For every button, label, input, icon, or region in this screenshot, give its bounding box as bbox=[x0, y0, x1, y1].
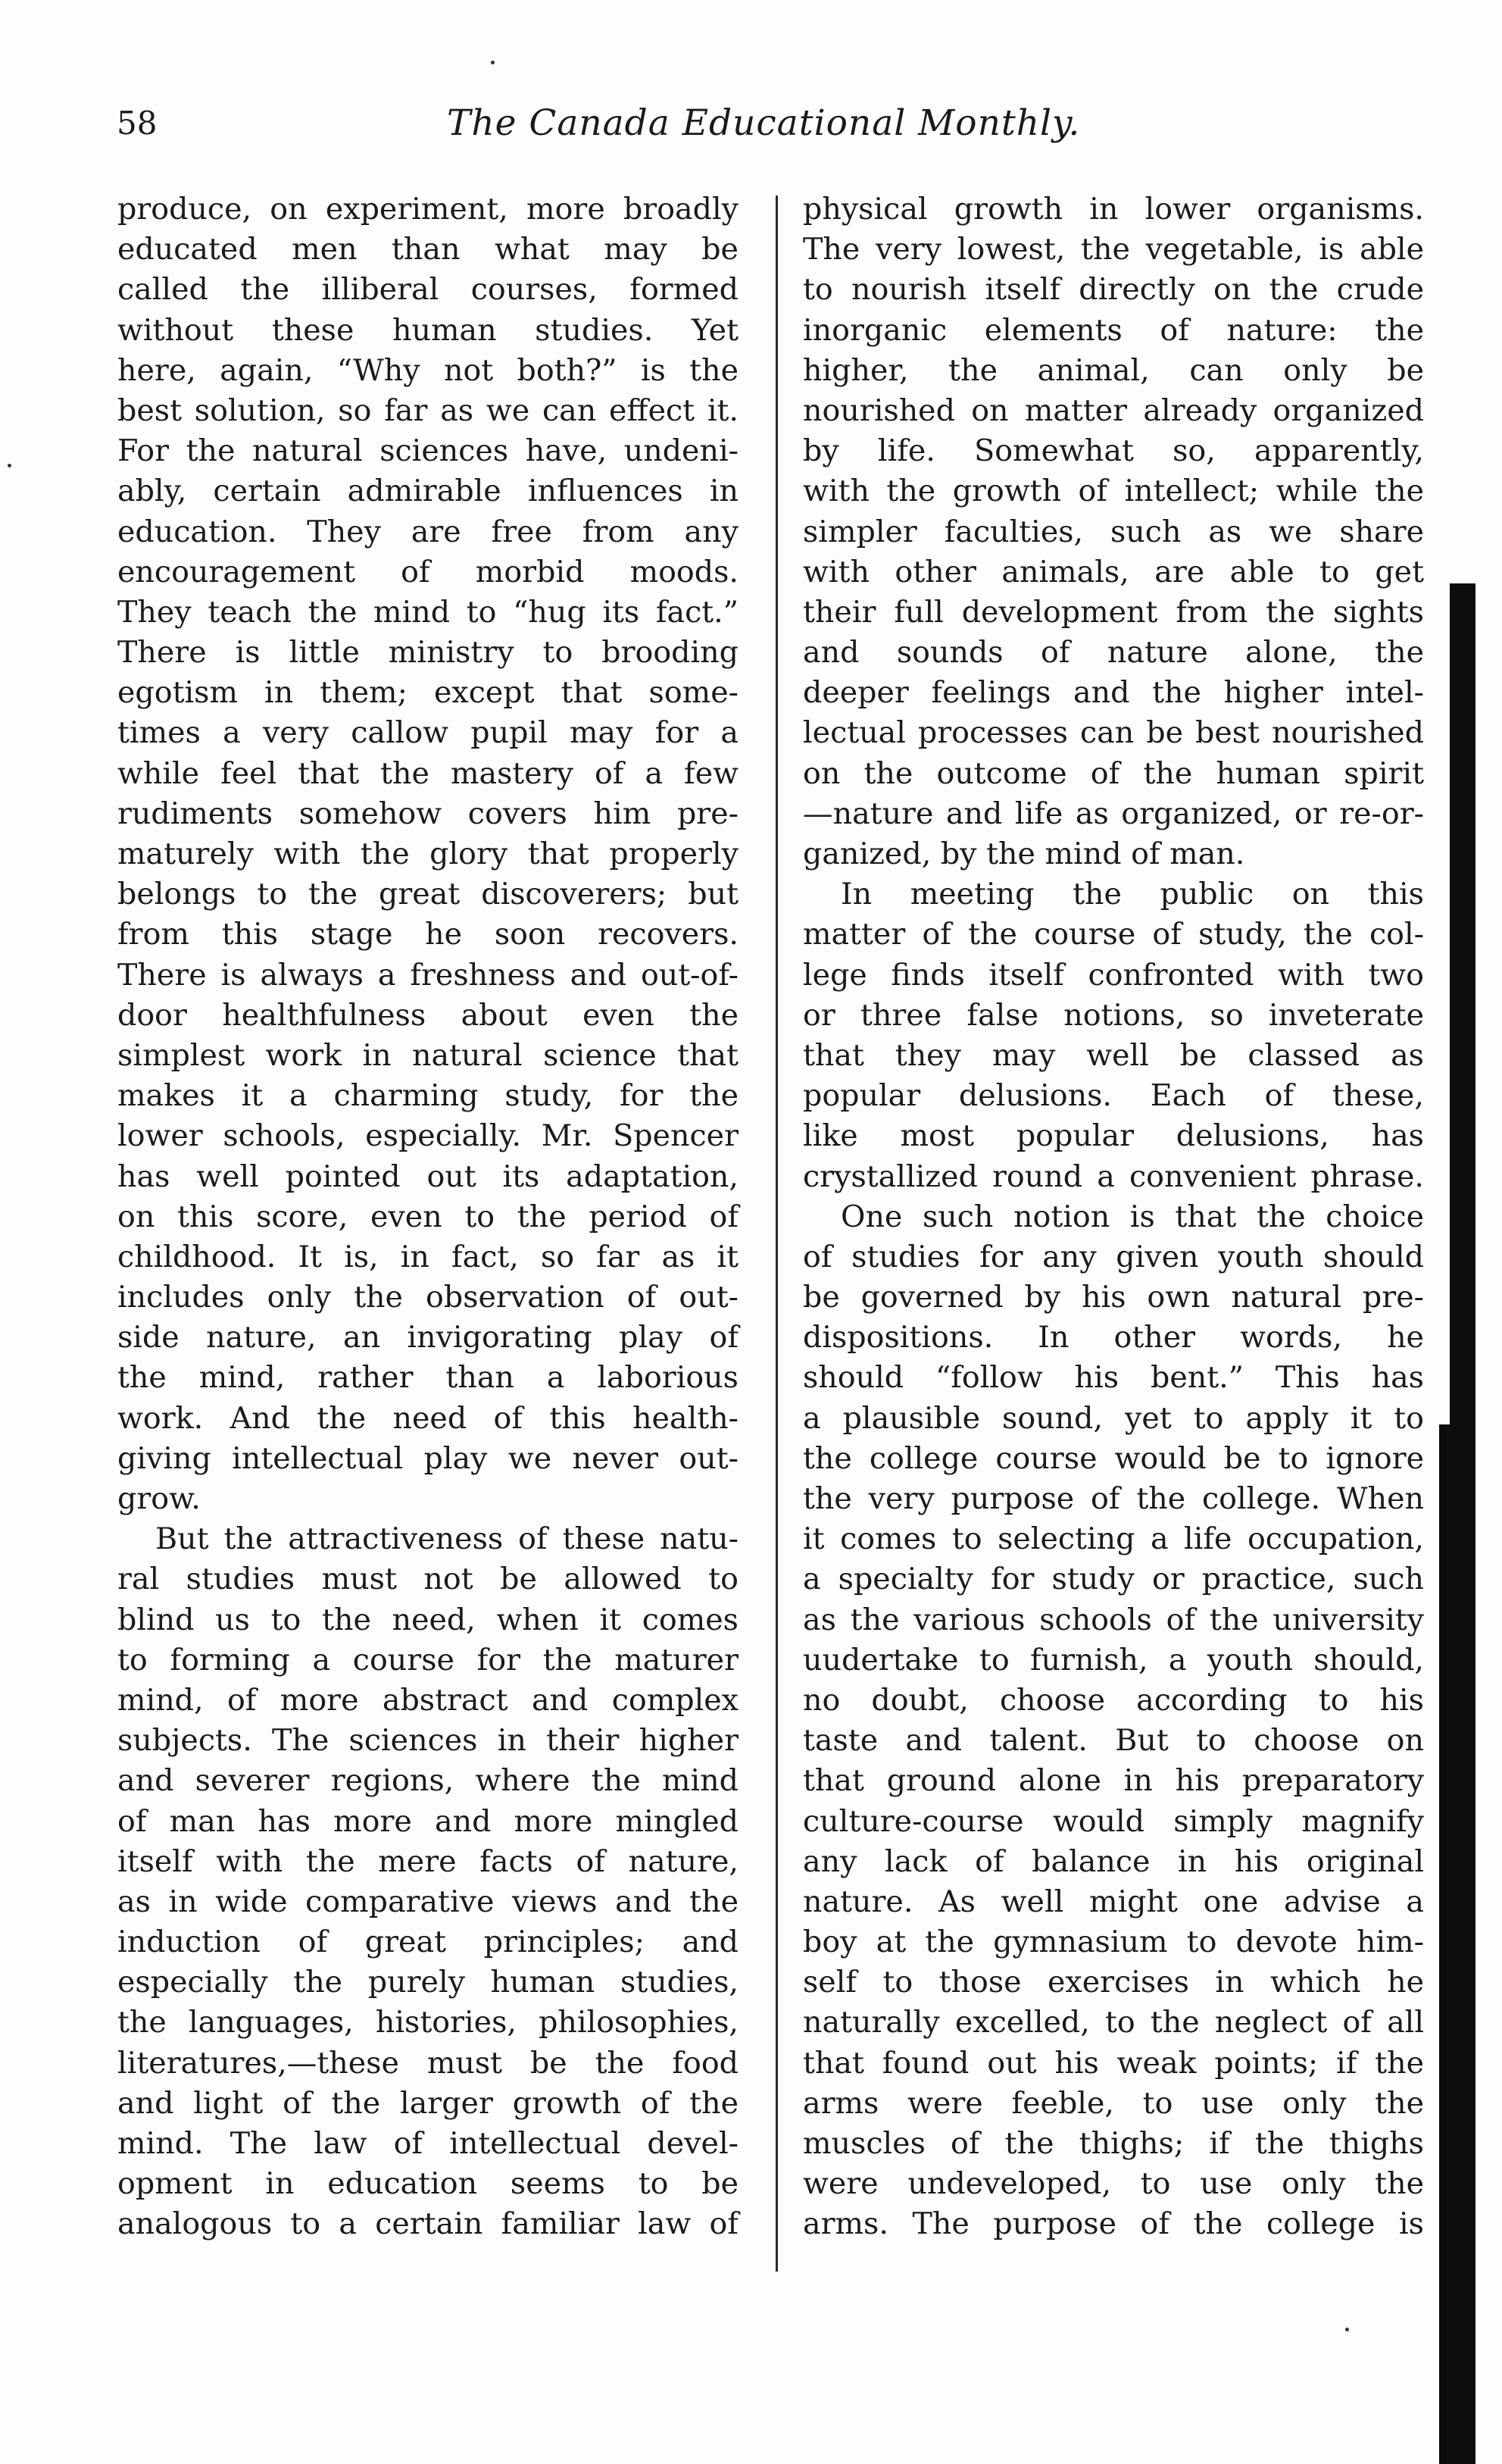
text-line: makes it a charming study, for the bbox=[117, 1078, 739, 1114]
text-line: that they may well be classed as bbox=[803, 1037, 1424, 1073]
text-line: work. And the need of this health- bbox=[117, 1400, 739, 1436]
text-line: maturely with the glory that properly bbox=[117, 836, 739, 871]
text-line: to forming a course for the maturer bbox=[117, 1642, 739, 1678]
text-line: and severer regions, where the mind bbox=[117, 1763, 739, 1799]
text-line: analogous to a certain familiar law of bbox=[117, 2206, 739, 2242]
text-line: matter of the course of study, the col- bbox=[803, 917, 1424, 952]
text-line: grow. bbox=[117, 1481, 201, 1516]
text-line: with other animals, are able to get bbox=[803, 554, 1424, 589]
text-line: especially the purely human studies, bbox=[117, 1965, 739, 2000]
text-line: their full development from the sights bbox=[803, 594, 1424, 630]
text-line: a specialty for study or practice, such bbox=[803, 1562, 1424, 1597]
text-line: literatures,—these must be the food bbox=[117, 2045, 739, 2081]
text-line: childhood. It is, in fact, so far as it bbox=[117, 1239, 739, 1274]
text-line: it comes to selecting a life occupation, bbox=[803, 1521, 1424, 1557]
text-line: the languages, histories, philosophies, bbox=[117, 2005, 739, 2040]
text-line: to nourish itself directly on the crude bbox=[803, 272, 1424, 308]
text-line: be governed by his own natural pre- bbox=[803, 1280, 1424, 1315]
paragraph-start-line: But the attractiveness of these natu- bbox=[155, 1521, 739, 1557]
text-line: —nature and life as organized, or re-or- bbox=[803, 796, 1424, 831]
text-line: here, again, “Why not both?” is the bbox=[117, 352, 739, 388]
text-line: called the illiberal courses, formed bbox=[117, 272, 739, 308]
text-line: higher, the animal, can only be bbox=[803, 352, 1424, 388]
text-line: educated men than what may be bbox=[117, 232, 739, 267]
text-line: encouragement of morbid moods. bbox=[117, 554, 739, 589]
text-line: physical growth in lower organisms. bbox=[803, 192, 1424, 227]
text-line: subjects. The sciences in their higher bbox=[117, 1723, 739, 1759]
text-line: nature. As well might one advise a bbox=[803, 1884, 1424, 1919]
text-line: lectual processes can be best nourished bbox=[803, 715, 1424, 751]
text-line: crystallized round a convenient phrase. bbox=[803, 1159, 1424, 1194]
text-line: ral studies must not be allowed to bbox=[117, 1562, 739, 1597]
print-speck bbox=[8, 464, 11, 467]
text-line: mind. The law of intellectual devel- bbox=[117, 2126, 739, 2161]
text-line: a plausible sound, yet to apply it to bbox=[803, 1400, 1424, 1436]
text-line: and light of the larger growth of the bbox=[117, 2085, 739, 2121]
text-line: itself with the mere facts of nature, bbox=[117, 1843, 739, 1879]
text-line: nourished on matter already organized bbox=[803, 392, 1424, 428]
text-line: produce, on experiment, more broadly bbox=[117, 192, 739, 227]
text-line: the college course would be to ignore bbox=[803, 1440, 1424, 1476]
text-line: on this score, even to the period of bbox=[117, 1199, 739, 1234]
print-speck bbox=[491, 61, 495, 64]
text-line: dispositions. In other words, he bbox=[803, 1320, 1424, 1356]
page-binding-shadow bbox=[1450, 583, 1475, 2464]
text-line: deeper feelings and the higher intel- bbox=[803, 675, 1424, 711]
text-line: ably, certain admirable influences in bbox=[117, 474, 739, 509]
text-line: boy at the gymnasium to devote him- bbox=[803, 1925, 1424, 1960]
text-line: blind us to the need, when it comes bbox=[117, 1602, 739, 1637]
text-line: of man has more and more mingled bbox=[117, 1803, 739, 1839]
text-line: inorganic elements of nature: the bbox=[803, 312, 1424, 348]
text-line: arms were feeble, to use only the bbox=[803, 2085, 1424, 2121]
text-line: education. They are free from any bbox=[117, 514, 739, 549]
text-line: like most popular delusions, has bbox=[803, 1118, 1424, 1154]
text-line: that ground alone in his preparatory bbox=[803, 1763, 1424, 1799]
text-line: any lack of balance in his original bbox=[803, 1843, 1424, 1879]
text-line: or three false notions, so inveterate bbox=[803, 997, 1424, 1033]
text-line: uudertake to furnish, a youth should, bbox=[803, 1642, 1424, 1678]
text-line: giving intellectual play we never out- bbox=[117, 1440, 739, 1476]
text-line: best solution, so far as we can effect it. bbox=[117, 392, 739, 428]
text-line: includes only the observation of out- bbox=[117, 1280, 739, 1315]
text-line: simpler faculties, such as we share bbox=[803, 514, 1424, 549]
text-line: There is always a freshness and out-of- bbox=[117, 957, 739, 993]
text-line: were undeveloped, to use only the bbox=[803, 2166, 1424, 2202]
text-line: mind, of more abstract and complex bbox=[117, 1682, 739, 1718]
page-header bbox=[114, 97, 1113, 150]
text-line: culture-course would simply magnify bbox=[803, 1803, 1424, 1839]
text-line: should “follow his bent.” This has bbox=[803, 1360, 1424, 1396]
text-line: the very purpose of the college. When bbox=[803, 1481, 1424, 1516]
text-line: door healthfulness about even the bbox=[117, 997, 739, 1033]
text-line: induction of great principles; and bbox=[117, 1925, 739, 1960]
text-line: side nature, an invigorating play of bbox=[117, 1320, 739, 1356]
text-line: no doubt, choose according to his bbox=[803, 1682, 1424, 1718]
text-line: They teach the mind to “hug its fact.” bbox=[117, 594, 739, 630]
text-line: arms. The purpose of the college is bbox=[803, 2206, 1424, 2242]
text-line: as in wide comparative views and the bbox=[117, 1884, 739, 1919]
text-line: egotism in them; except that some- bbox=[117, 675, 739, 711]
text-line: opment in education seems to be bbox=[117, 2166, 739, 2202]
text-line: self to those exercises in which he bbox=[803, 1965, 1424, 2000]
paragraph-start-line: In meeting the public on this bbox=[841, 877, 1424, 912]
text-line: There is little ministry to brooding bbox=[117, 635, 739, 671]
text-line: taste and talent. But to choose on bbox=[803, 1723, 1424, 1759]
text-line: from this stage he soon recovers. bbox=[117, 917, 739, 952]
text-line: lower schools, especially. Mr. Spencer bbox=[117, 1118, 739, 1154]
text-line: belongs to the great discoverers; but bbox=[117, 877, 739, 912]
text-line: For the natural sciences have, undeni- bbox=[117, 433, 739, 469]
text-line: on the outcome of the human spirit bbox=[803, 755, 1424, 791]
text-line: ganized, by the mind of man. bbox=[803, 836, 1245, 871]
paragraph-start-line: One such notion is that the choice bbox=[841, 1199, 1424, 1234]
text-line: muscles of the thighs; if the thighs bbox=[803, 2126, 1424, 2161]
text-line: times a very callow pupil may for a bbox=[117, 715, 739, 751]
text-line: with the growth of intellect; while the bbox=[803, 474, 1424, 509]
page-binding-shadow-inner bbox=[1439, 1424, 1450, 2464]
text-line: simplest work in natural science that bbox=[117, 1037, 739, 1073]
text-line: The very lowest, the vegetable, is able bbox=[803, 232, 1424, 267]
right-column bbox=[803, 189, 1424, 2245]
text-line: without these human studies. Yet bbox=[117, 312, 739, 348]
text-line: has well pointed out its adaptation, bbox=[117, 1159, 739, 1194]
text-line: of studies for any given youth should bbox=[803, 1239, 1424, 1274]
text-line: while feel that the mastery of a few bbox=[117, 755, 739, 791]
left-column bbox=[117, 189, 739, 2245]
text-line: the mind, rather than a laborious bbox=[117, 1360, 739, 1396]
column-divider bbox=[776, 195, 778, 2272]
page-number: 58 bbox=[117, 105, 158, 142]
print-speck bbox=[1345, 2328, 1349, 2331]
text-line: lege finds itself confronted with two bbox=[803, 957, 1424, 993]
text-line: naturally excelled, to the neglect of all bbox=[803, 2005, 1424, 2040]
text-line: that found out his weak points; if the bbox=[803, 2045, 1424, 2081]
text-line: as the various schools of the university bbox=[803, 1602, 1424, 1637]
text-line: rudiments somehow covers him pre- bbox=[117, 796, 739, 831]
text-line: by life. Somewhat so, apparently, bbox=[803, 433, 1424, 469]
text-line: popular delusions. Each of these, bbox=[803, 1078, 1424, 1114]
text-line: and sounds of nature alone, the bbox=[803, 635, 1424, 671]
running-title: The Canada Educational Monthly. bbox=[447, 102, 1081, 144]
